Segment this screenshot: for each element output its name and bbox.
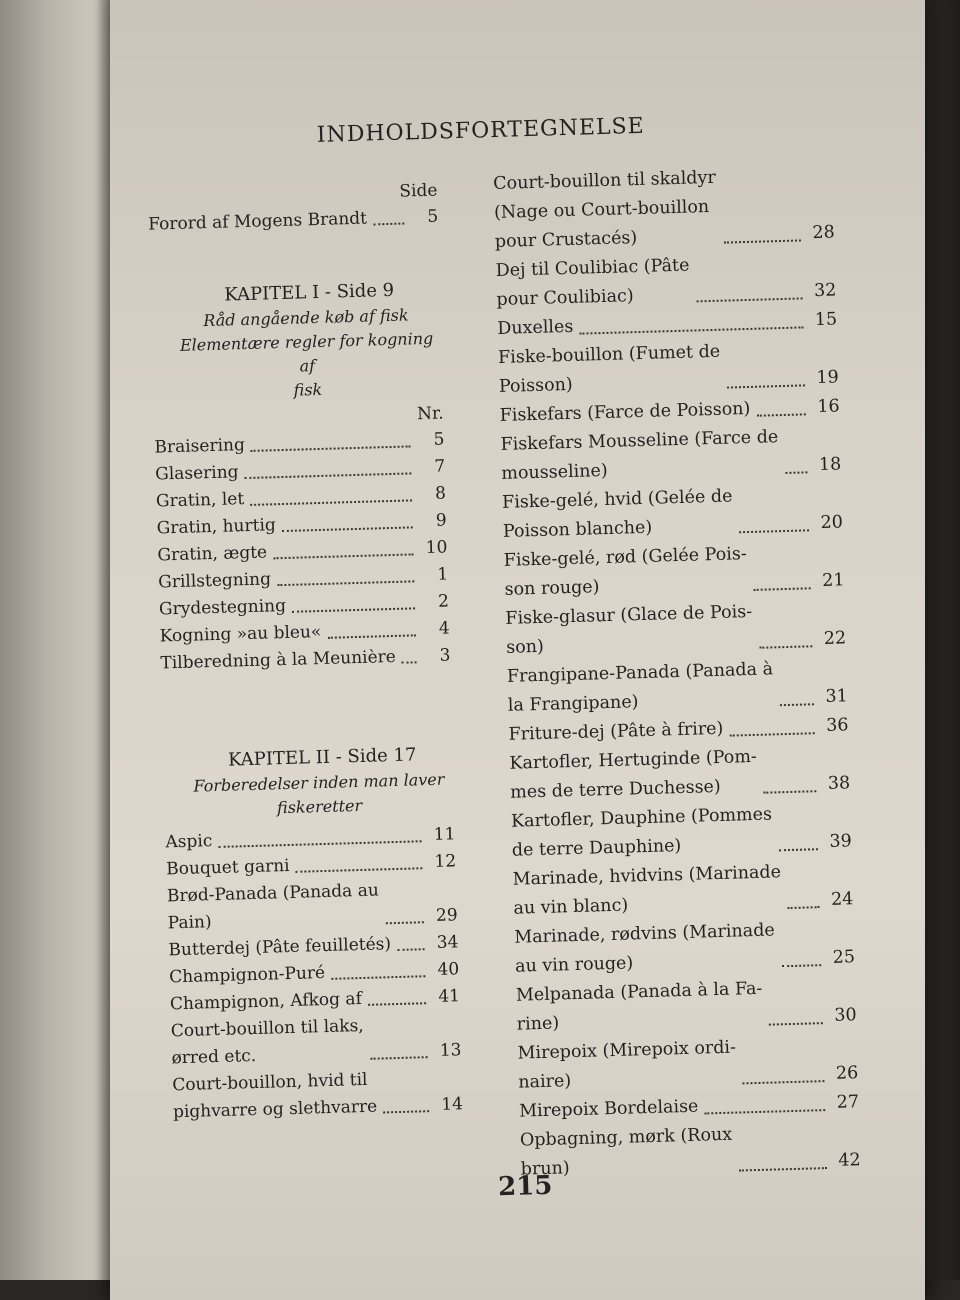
entry-text: Marinade, rødvins (Marinade au vin rouge) — [514, 920, 776, 977]
dot-leader — [218, 840, 421, 848]
entry-text: Friture-dej (Pâte à frire) — [508, 718, 724, 745]
entry-text: Fiske-gelé, hvid (Gelée de Poisson blanche) — [501, 486, 733, 542]
dot-leader — [331, 975, 425, 980]
entry-number: 4 — [438, 618, 450, 639]
dot-leader — [739, 1167, 827, 1171]
toc-right-column — [493, 161, 861, 1185]
dot-leader — [782, 964, 822, 967]
chapter-1-entries — [154, 426, 451, 677]
dot-leader — [373, 223, 404, 226]
toc-entry — [511, 798, 852, 865]
entry-number: 19 — [816, 367, 840, 389]
entry-number: 28 — [812, 222, 836, 244]
entry-text: Aspic — [165, 831, 213, 853]
entry-number: 42 — [838, 1150, 861, 1171]
toc-entry — [507, 653, 848, 720]
nr-column-label: Nr. — [416, 403, 444, 425]
entry-number: 14 — [441, 1094, 464, 1115]
entry-text: Mirepoix (Mirepoix ordi- naire) — [517, 1037, 737, 1093]
entry-number: 7 — [434, 456, 446, 477]
entry-text: Forord af Mogens Brandt — [147, 208, 368, 235]
entry-text: Frangipane-Panada (Panada à la Frangipane) — [506, 659, 774, 716]
chapter-1-subtitle: Råd angående køb af fisk Elementære regler for kogning af fisk — [179, 305, 434, 400]
entry-number: 29 — [435, 905, 458, 926]
entry-text: Braisering — [154, 435, 246, 458]
dot-leader — [779, 848, 818, 851]
entry-text: Kartofler, Hertuginde (Pom- mes de terre Duchesse) — [509, 746, 758, 803]
entry-text: Glasering — [154, 462, 239, 485]
dot-leader — [730, 732, 815, 736]
dot-leader — [292, 607, 415, 612]
dot-leader — [754, 587, 811, 591]
entry-number: 31 — [825, 686, 848, 707]
dot-leader — [282, 526, 413, 532]
entry-number: 22 — [823, 628, 847, 649]
dot-leader — [788, 906, 820, 909]
entry-number: 20 — [820, 512, 844, 533]
dot-leader — [757, 413, 806, 416]
entry-text: Fiske-bouillon (Fumet de Poisson) — [497, 341, 721, 397]
dot-leader — [705, 1109, 826, 1114]
chapter-2-subtitle: Forberedelser inden man laver fiskeretter — [193, 769, 445, 818]
dot-leader — [368, 1002, 426, 1006]
entry-number: 3 — [439, 645, 451, 666]
dot-leader — [780, 703, 814, 706]
entry-text: Duxelles — [497, 316, 574, 339]
entry-text: Marinade, hvidvins (Marinade au vin blanc) — [512, 862, 782, 919]
entry-text: Kogning »au bleu« — [159, 621, 322, 647]
dot-leader — [251, 445, 411, 451]
toc-entry — [500, 421, 841, 488]
dot-leader — [383, 1110, 429, 1113]
entry-text: Court-bouillon til skaldyr (Nage ou Court-bouillon pour Crustacés) — [492, 167, 717, 252]
entry-text: Fiskefars Mousseline (Farce de mousseline) — [500, 427, 779, 484]
chapter-2-title: KAPITEL II - Side 17 — [227, 744, 417, 771]
entry-text: Dej til Coulibiac (Pâte pour Coulibiac) — [495, 255, 690, 310]
entry-text: Fiskefars (Farce de Poisson) — [499, 398, 751, 426]
dot-leader — [386, 921, 424, 924]
entry-number: 34 — [436, 932, 459, 953]
entry-number: 38 — [827, 773, 851, 794]
dot-leader — [327, 634, 415, 638]
toc-entry — [503, 537, 844, 604]
dot-leader — [580, 326, 804, 334]
entry-text: Fiske-gelé, rød (Gelée Pois- son rouge) — [503, 544, 748, 600]
entry-number: 21 — [821, 570, 845, 591]
entry-text: Fiske-glasur (Glace de Pois- son) — [505, 601, 753, 658]
toc-entry — [498, 334, 839, 401]
entry-number: 26 — [835, 1063, 859, 1084]
entry-text: Grillstegning — [157, 569, 272, 593]
entry-number: 5 — [433, 429, 445, 450]
entry-text: Gratin, ægte — [157, 542, 268, 566]
entry-text: Bouquet garni — [165, 855, 290, 880]
toc-left-column — [147, 178, 463, 1127]
dot-leader — [402, 661, 417, 663]
entry-text: Court-bouillon til laks, ørred etc. — [170, 1015, 364, 1069]
entry-number: 41 — [438, 986, 461, 1007]
entry-number: 1 — [437, 564, 449, 585]
entry-text: Kartofler, Dauphine (Pommes de terre Dauphine) — [510, 804, 773, 861]
dot-leader — [743, 1080, 825, 1084]
dot-leader — [785, 471, 807, 474]
dot-leader — [764, 790, 817, 793]
toc-entry — [495, 247, 836, 314]
dot-leader — [696, 297, 802, 302]
entry-number: 27 — [836, 1092, 860, 1113]
dot-leader — [739, 529, 809, 533]
entry-number: 8 — [434, 483, 447, 504]
dot-leader — [727, 384, 805, 388]
entry-text: Tilberedning à la Meunière — [160, 646, 397, 674]
toc-entry — [517, 1030, 858, 1097]
toc-entry — [516, 972, 857, 1039]
dot-leader — [769, 1022, 823, 1025]
dot-leader — [245, 472, 412, 479]
toc-entry — [512, 856, 853, 923]
entry-text: Grydestegning — [158, 595, 287, 620]
entry-number: 39 — [829, 831, 853, 852]
dot-leader — [273, 553, 413, 559]
entry-text: Court-bouillon, hvid til pighvarre og slethvarre — [172, 1069, 378, 1123]
entry-text: Opbagning, mørk (Roux brun) — [519, 1124, 733, 1180]
chapter-2-entries — [165, 821, 463, 1126]
dot-leader — [250, 499, 412, 506]
page-title: INDHOLDSFORTEGNELSE — [316, 113, 646, 148]
toc-entry — [172, 1064, 463, 1126]
entry-number: 24 — [830, 889, 854, 910]
entry-number: 16 — [817, 396, 840, 418]
side-column-label: Side — [399, 180, 438, 202]
dot-leader — [397, 948, 424, 951]
entry-number: 25 — [832, 947, 856, 968]
right-column-entries — [493, 161, 861, 1185]
entry-number: 30 — [834, 1005, 857, 1026]
entry-number: 32 — [813, 280, 837, 302]
toc-entry — [509, 740, 850, 807]
dot-leader — [759, 645, 812, 648]
entry-number: 5 — [427, 206, 439, 227]
toc-entry — [167, 875, 458, 937]
toc-entry — [502, 479, 843, 546]
entry-text: Brød-Panada (Panada au Pain) — [166, 880, 380, 934]
entry-text: Gratin, hurtig — [156, 515, 277, 539]
entry-number: 15 — [814, 309, 838, 331]
dot-leader — [296, 867, 423, 873]
entry-text: Butterdej (Pâte feuilletés) — [168, 934, 392, 961]
entry-number: 13 — [439, 1040, 462, 1061]
chapter-1-title: KAPITEL I - Side 9 — [224, 279, 395, 306]
entry-number: 12 — [434, 851, 457, 872]
entry-number: 2 — [437, 591, 450, 612]
dot-leader — [277, 580, 414, 586]
entry-number: 40 — [437, 959, 460, 980]
dot-leader — [371, 1056, 428, 1060]
page-number: 215 — [497, 1170, 553, 1203]
entry-text: Champignon, Afkog af — [169, 989, 363, 1015]
entry-number: 10 — [425, 537, 448, 559]
entry-text: Mirepoix Bordelaise — [518, 1096, 699, 1122]
entry-text: Melpanada (Panada à la Fa- rine) — [515, 978, 763, 1035]
toc-entry — [520, 1117, 861, 1184]
entry-number: 18 — [818, 454, 842, 476]
entry-text: Gratin, let — [155, 489, 245, 512]
toc-entry — [170, 1010, 461, 1072]
entry-number: 9 — [435, 510, 447, 531]
dot-leader — [724, 239, 801, 243]
entry-number: 36 — [825, 715, 849, 736]
toc-entry — [493, 161, 835, 257]
entry-number: 11 — [433, 824, 456, 845]
entry-text: Champignon-Puré — [169, 963, 326, 988]
toc-entry — [505, 595, 846, 662]
toc-entry — [514, 914, 855, 981]
